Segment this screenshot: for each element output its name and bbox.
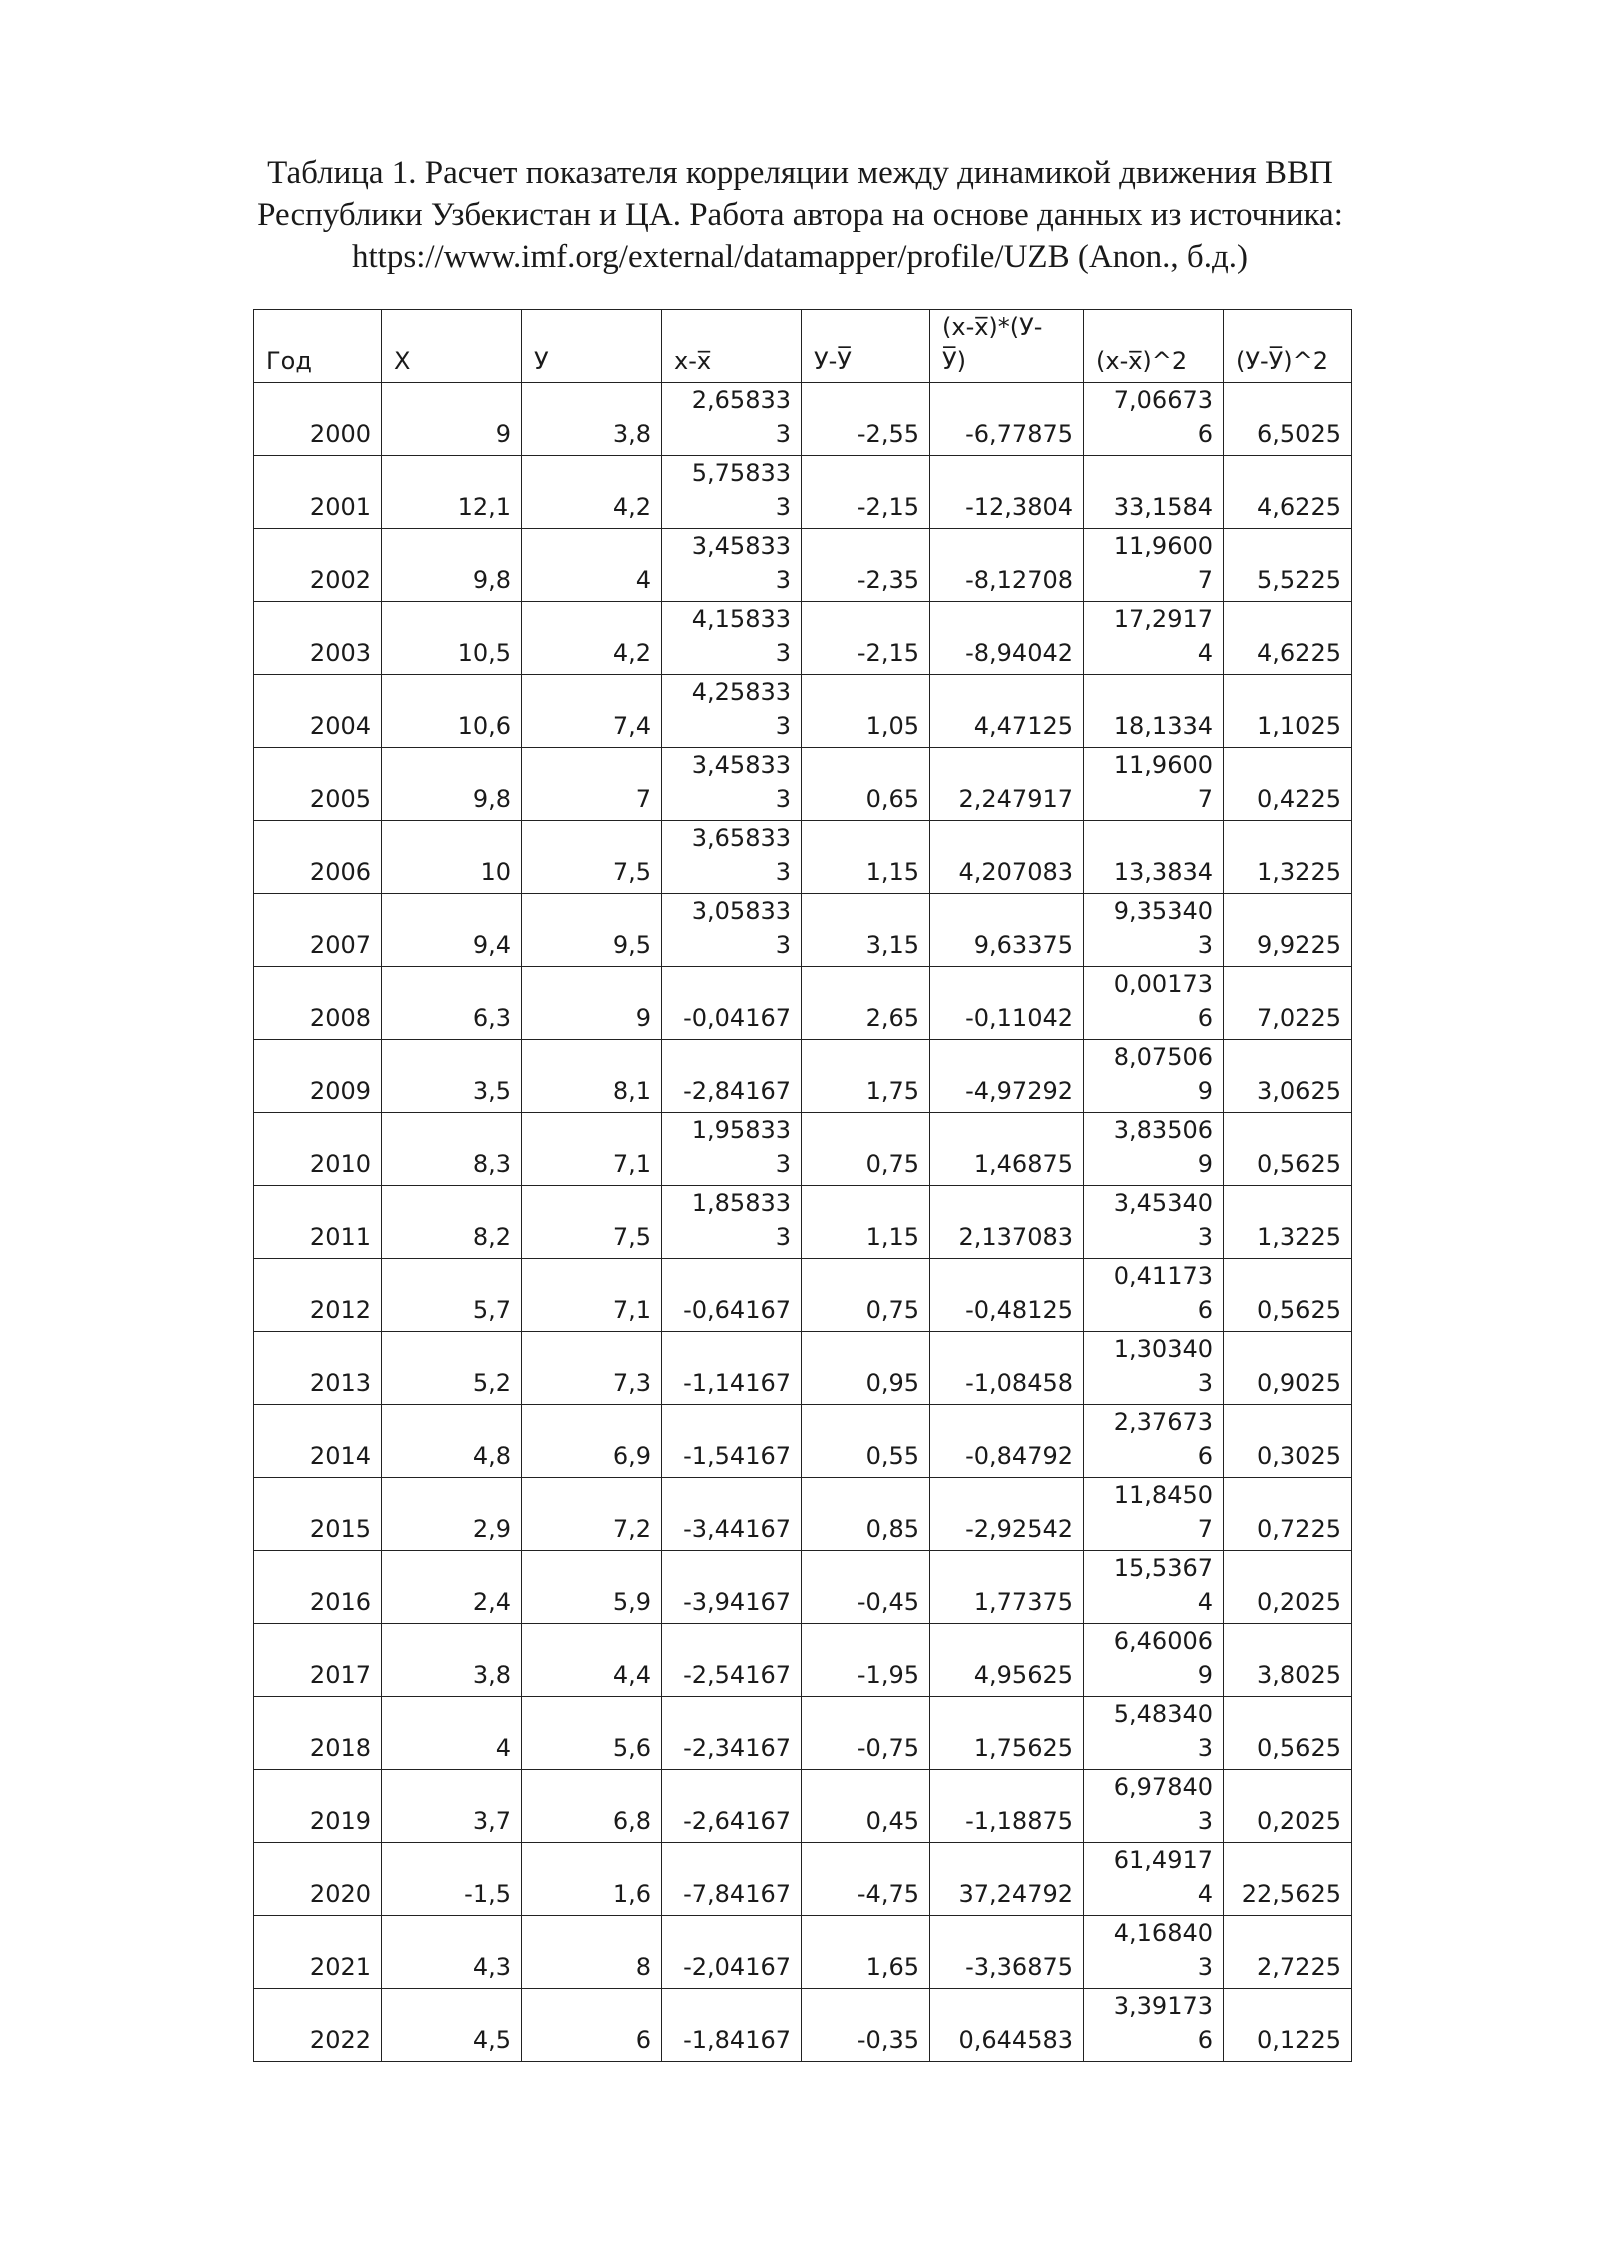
cell-x-dev: -0,04167 [662, 967, 802, 1040]
cell-year: 2017 [254, 1624, 382, 1697]
cell-x-dev-sq: 15,5367 4 [1084, 1551, 1224, 1624]
cell-x-dev-sq: 3,45340 3 [1084, 1186, 1224, 1259]
table-row [254, 1624, 1352, 1697]
cell-x: 4 [382, 1697, 522, 1770]
cell-year: 2004 [254, 675, 382, 748]
table-row [254, 967, 1352, 1040]
cell-y-dev-sq: 0,5625 [1224, 1113, 1352, 1186]
table-row [254, 1843, 1352, 1916]
cell-y: 7,1 [522, 1113, 662, 1186]
table-body [254, 383, 1352, 2062]
table-row [254, 383, 1352, 456]
cell-x-dev-sq: 3,83506 9 [1084, 1113, 1224, 1186]
table-row [254, 821, 1352, 894]
table-row [254, 1332, 1352, 1405]
cell-product: 4,95625 [930, 1624, 1084, 1697]
header-x: Х [382, 310, 522, 383]
cell-x: 9,8 [382, 748, 522, 821]
cell-x-dev-sq: 17,2917 4 [1084, 602, 1224, 675]
cell-y: 7 [522, 748, 662, 821]
cell-product: 1,77375 [930, 1551, 1084, 1624]
cell-y: 7,3 [522, 1332, 662, 1405]
cell-x-dev: -2,04167 [662, 1916, 802, 1989]
cell-x: 9,4 [382, 894, 522, 967]
cell-y-dev: -2,35 [802, 529, 930, 602]
cell-year: 2014 [254, 1405, 382, 1478]
cell-year: 2008 [254, 967, 382, 1040]
cell-x: 2,4 [382, 1551, 522, 1624]
cell-y: 5,6 [522, 1697, 662, 1770]
cell-x-dev-sq: 7,06673 6 [1084, 383, 1224, 456]
cell-x: 10,6 [382, 675, 522, 748]
table-row [254, 748, 1352, 821]
cell-y-dev: -4,75 [802, 1843, 930, 1916]
cell-year: 2013 [254, 1332, 382, 1405]
cell-y-dev-sq: 7,0225 [1224, 967, 1352, 1040]
cell-y-dev: 0,65 [802, 748, 930, 821]
cell-y-dev-sq: 22,5625 [1224, 1843, 1352, 1916]
cell-x-dev-sq: 11,9600 7 [1084, 529, 1224, 602]
cell-y: 8,1 [522, 1040, 662, 1113]
cell-y-dev: 1,15 [802, 821, 930, 894]
cell-y-dev: 1,75 [802, 1040, 930, 1113]
cell-year: 2003 [254, 602, 382, 675]
cell-y-dev: 0,85 [802, 1478, 930, 1551]
cell-y: 8 [522, 1916, 662, 1989]
cell-y: 3,8 [522, 383, 662, 456]
cell-product: -8,94042 [930, 602, 1084, 675]
table-row [254, 894, 1352, 967]
cell-y: 9 [522, 967, 662, 1040]
table-row [254, 1186, 1352, 1259]
cell-x-dev: -2,64167 [662, 1770, 802, 1843]
cell-x: -1,5 [382, 1843, 522, 1916]
cell-y-dev-sq: 6,5025 [1224, 383, 1352, 456]
cell-x-dev: 3,45833 3 [662, 529, 802, 602]
cell-x: 5,7 [382, 1259, 522, 1332]
cell-product: 4,47125 [930, 675, 1084, 748]
cell-y-dev-sq: 3,0625 [1224, 1040, 1352, 1113]
cell-x-dev-sq: 5,48340 3 [1084, 1697, 1224, 1770]
cell-y: 9,5 [522, 894, 662, 967]
cell-x-dev-sq: 6,46006 9 [1084, 1624, 1224, 1697]
cell-x: 4,5 [382, 1989, 522, 2062]
cell-product: -6,77875 [930, 383, 1084, 456]
cell-x-dev-sq: 1,30340 3 [1084, 1332, 1224, 1405]
cell-y-dev: 3,15 [802, 894, 930, 967]
cell-y-dev-sq: 4,6225 [1224, 456, 1352, 529]
cell-y-dev: 1,15 [802, 1186, 930, 1259]
cell-year: 2012 [254, 1259, 382, 1332]
cell-x-dev: -1,14167 [662, 1332, 802, 1405]
cell-x-dev-sq: 0,00173 6 [1084, 967, 1224, 1040]
cell-y: 6,8 [522, 1770, 662, 1843]
table-row [254, 1259, 1352, 1332]
cell-x: 5,2 [382, 1332, 522, 1405]
correlation-table [253, 309, 1352, 2062]
cell-x-dev-sq: 3,39173 6 [1084, 1989, 1224, 2062]
cell-x-dev: -3,94167 [662, 1551, 802, 1624]
cell-x: 3,5 [382, 1040, 522, 1113]
cell-y: 4,2 [522, 602, 662, 675]
cell-x-dev: 1,95833 3 [662, 1113, 802, 1186]
table-row [254, 675, 1352, 748]
table-row [254, 1770, 1352, 1843]
table-row [254, 602, 1352, 675]
cell-product: -3,36875 [930, 1916, 1084, 1989]
cell-y-dev: -1,95 [802, 1624, 930, 1697]
cell-x-dev: -0,64167 [662, 1259, 802, 1332]
table-row [254, 456, 1352, 529]
cell-y: 7,2 [522, 1478, 662, 1551]
cell-y-dev: -2,15 [802, 456, 930, 529]
cell-y-dev-sq: 0,7225 [1224, 1478, 1352, 1551]
cell-year: 2006 [254, 821, 382, 894]
cell-y-dev-sq: 9,9225 [1224, 894, 1352, 967]
cell-y-dev: 1,05 [802, 675, 930, 748]
cell-x-dev-sq: 11,8450 7 [1084, 1478, 1224, 1551]
table-row [254, 1551, 1352, 1624]
cell-y: 4 [522, 529, 662, 602]
cell-y-dev: 0,45 [802, 1770, 930, 1843]
cell-product: 1,46875 [930, 1113, 1084, 1186]
cell-year: 2005 [254, 748, 382, 821]
cell-product: -1,08458 [930, 1332, 1084, 1405]
cell-y-dev: -2,15 [802, 602, 930, 675]
cell-x-dev: -1,84167 [662, 1989, 802, 2062]
cell-x-dev-sq: 18,1334 [1084, 675, 1224, 748]
cell-x-dev-sq: 6,97840 3 [1084, 1770, 1224, 1843]
table-row [254, 529, 1352, 602]
cell-y-dev: 0,55 [802, 1405, 930, 1478]
cell-x-dev: -3,44167 [662, 1478, 802, 1551]
cell-product: 9,63375 [930, 894, 1084, 967]
cell-x-dev-sq: 4,16840 3 [1084, 1916, 1224, 1989]
cell-x-dev: 4,25833 3 [662, 675, 802, 748]
cell-product: 4,207083 [930, 821, 1084, 894]
cell-year: 2020 [254, 1843, 382, 1916]
cell-product: 0,644583 [930, 1989, 1084, 2062]
cell-product: -1,18875 [930, 1770, 1084, 1843]
cell-y-dev: -0,45 [802, 1551, 930, 1624]
cell-x: 8,2 [382, 1186, 522, 1259]
cell-x: 6,3 [382, 967, 522, 1040]
cell-x-dev: 1,85833 3 [662, 1186, 802, 1259]
cell-year: 2021 [254, 1916, 382, 1989]
cell-x: 4,3 [382, 1916, 522, 1989]
cell-x: 4,8 [382, 1405, 522, 1478]
cell-x-dev-sq: 2,37673 6 [1084, 1405, 1224, 1478]
cell-y: 4,4 [522, 1624, 662, 1697]
cell-x: 3,7 [382, 1770, 522, 1843]
cell-product: -0,11042 [930, 967, 1084, 1040]
cell-product: 1,75625 [930, 1697, 1084, 1770]
cell-x: 10,5 [382, 602, 522, 675]
header-x-dev: x-x̅ [662, 310, 802, 383]
table-row [254, 1989, 1352, 2062]
cell-y-dev-sq: 0,2025 [1224, 1770, 1352, 1843]
cell-y-dev: 1,65 [802, 1916, 930, 1989]
cell-x-dev-sq: 33,1584 [1084, 456, 1224, 529]
cell-x-dev: 3,45833 3 [662, 748, 802, 821]
cell-x: 9 [382, 383, 522, 456]
cell-y: 1,6 [522, 1843, 662, 1916]
cell-y-dev-sq: 0,4225 [1224, 748, 1352, 821]
cell-x: 3,8 [382, 1624, 522, 1697]
cell-product: -2,92542 [930, 1478, 1084, 1551]
cell-y-dev-sq: 0,9025 [1224, 1332, 1352, 1405]
cell-x-dev: -7,84167 [662, 1843, 802, 1916]
table-row [254, 1478, 1352, 1551]
cell-y-dev: -2,55 [802, 383, 930, 456]
cell-year: 2019 [254, 1770, 382, 1843]
cell-y-dev-sq: 1,1025 [1224, 675, 1352, 748]
cell-x: 8,3 [382, 1113, 522, 1186]
header-row [254, 310, 1352, 383]
cell-year: 2002 [254, 529, 382, 602]
cell-y: 7,5 [522, 821, 662, 894]
cell-x: 12,1 [382, 456, 522, 529]
cell-product: -12,3804 [930, 456, 1084, 529]
cell-y-dev-sq: 1,3225 [1224, 1186, 1352, 1259]
cell-y-dev: 0,95 [802, 1332, 930, 1405]
header-year: Год [254, 310, 382, 383]
cell-y: 7,1 [522, 1259, 662, 1332]
cell-year: 2001 [254, 456, 382, 529]
table-row [254, 1916, 1352, 1989]
cell-y-dev-sq: 0,3025 [1224, 1405, 1352, 1478]
cell-y-dev-sq: 0,1225 [1224, 1989, 1352, 2062]
cell-year: 2007 [254, 894, 382, 967]
header-product: (x-x̅)*(У- У̅) [930, 310, 1084, 383]
table-row [254, 1040, 1352, 1113]
cell-y: 7,4 [522, 675, 662, 748]
cell-product: -0,84792 [930, 1405, 1084, 1478]
table-row [254, 1405, 1352, 1478]
cell-product: -0,48125 [930, 1259, 1084, 1332]
cell-x-dev: 3,65833 3 [662, 821, 802, 894]
cell-x-dev-sq: 9,35340 3 [1084, 894, 1224, 967]
cell-y-dev-sq: 1,3225 [1224, 821, 1352, 894]
cell-year: 2016 [254, 1551, 382, 1624]
cell-y-dev-sq: 2,7225 [1224, 1916, 1352, 1989]
cell-y: 6 [522, 1989, 662, 2062]
cell-product: -4,97292 [930, 1040, 1084, 1113]
cell-x-dev: 4,15833 3 [662, 602, 802, 675]
cell-y-dev-sq: 0,2025 [1224, 1551, 1352, 1624]
header-y-dev-sq: (У-У̅)^2 [1224, 310, 1352, 383]
cell-x: 2,9 [382, 1478, 522, 1551]
cell-year: 2010 [254, 1113, 382, 1186]
cell-y-dev-sq: 3,8025 [1224, 1624, 1352, 1697]
cell-product: 37,24792 [930, 1843, 1084, 1916]
cell-y: 6,9 [522, 1405, 662, 1478]
cell-x-dev-sq: 11,9600 7 [1084, 748, 1224, 821]
cell-x-dev: 2,65833 3 [662, 383, 802, 456]
cell-x: 10 [382, 821, 522, 894]
cell-year: 2015 [254, 1478, 382, 1551]
cell-x-dev-sq: 61,4917 4 [1084, 1843, 1224, 1916]
caption-line-1: Таблица 1. Расчет показателя корреляции между динамикой движения ВВП [267, 155, 1333, 191]
cell-year: 2000 [254, 383, 382, 456]
cell-y-dev-sq: 5,5225 [1224, 529, 1352, 602]
cell-x-dev: -2,54167 [662, 1624, 802, 1697]
table-caption [140, 152, 1460, 278]
cell-y-dev-sq: 4,6225 [1224, 602, 1352, 675]
cell-y-dev-sq: 0,5625 [1224, 1259, 1352, 1332]
cell-x-dev: -1,54167 [662, 1405, 802, 1478]
cell-x-dev-sq: 0,41173 6 [1084, 1259, 1224, 1332]
cell-y-dev: 2,65 [802, 967, 930, 1040]
cell-x-dev: -2,84167 [662, 1040, 802, 1113]
cell-x: 9,8 [382, 529, 522, 602]
cell-y-dev: -0,35 [802, 1989, 930, 2062]
cell-product: 2,247917 [930, 748, 1084, 821]
header-y: У [522, 310, 662, 383]
header-x-dev-sq: (x-x̅)^2 [1084, 310, 1224, 383]
cell-x-dev: 3,05833 3 [662, 894, 802, 967]
cell-y-dev: -0,75 [802, 1697, 930, 1770]
cell-x-dev-sq: 8,07506 9 [1084, 1040, 1224, 1113]
caption-line-3: https://www.imf.org/external/datamapper/profile/UZB (Anon., б.д.) [352, 239, 1248, 275]
cell-y-dev-sq: 0,5625 [1224, 1697, 1352, 1770]
caption-line-2: Республики Узбекистан и ЦА. Работа автора на основе данных из источника: [257, 197, 1343, 233]
cell-year: 2022 [254, 1989, 382, 2062]
table-row [254, 1113, 1352, 1186]
cell-year: 2009 [254, 1040, 382, 1113]
header-y-dev: У-У̅ [802, 310, 930, 383]
table-row [254, 1697, 1352, 1770]
cell-x-dev: -2,34167 [662, 1697, 802, 1770]
cell-y-dev: 0,75 [802, 1259, 930, 1332]
cell-product: -8,12708 [930, 529, 1084, 602]
cell-product: 2,137083 [930, 1186, 1084, 1259]
cell-y-dev: 0,75 [802, 1113, 930, 1186]
cell-x-dev: 5,75833 3 [662, 456, 802, 529]
cell-year: 2018 [254, 1697, 382, 1770]
cell-y: 7,5 [522, 1186, 662, 1259]
cell-y: 4,2 [522, 456, 662, 529]
cell-y: 5,9 [522, 1551, 662, 1624]
cell-year: 2011 [254, 1186, 382, 1259]
cell-x-dev-sq: 13,3834 [1084, 821, 1224, 894]
table-header [254, 310, 1352, 383]
